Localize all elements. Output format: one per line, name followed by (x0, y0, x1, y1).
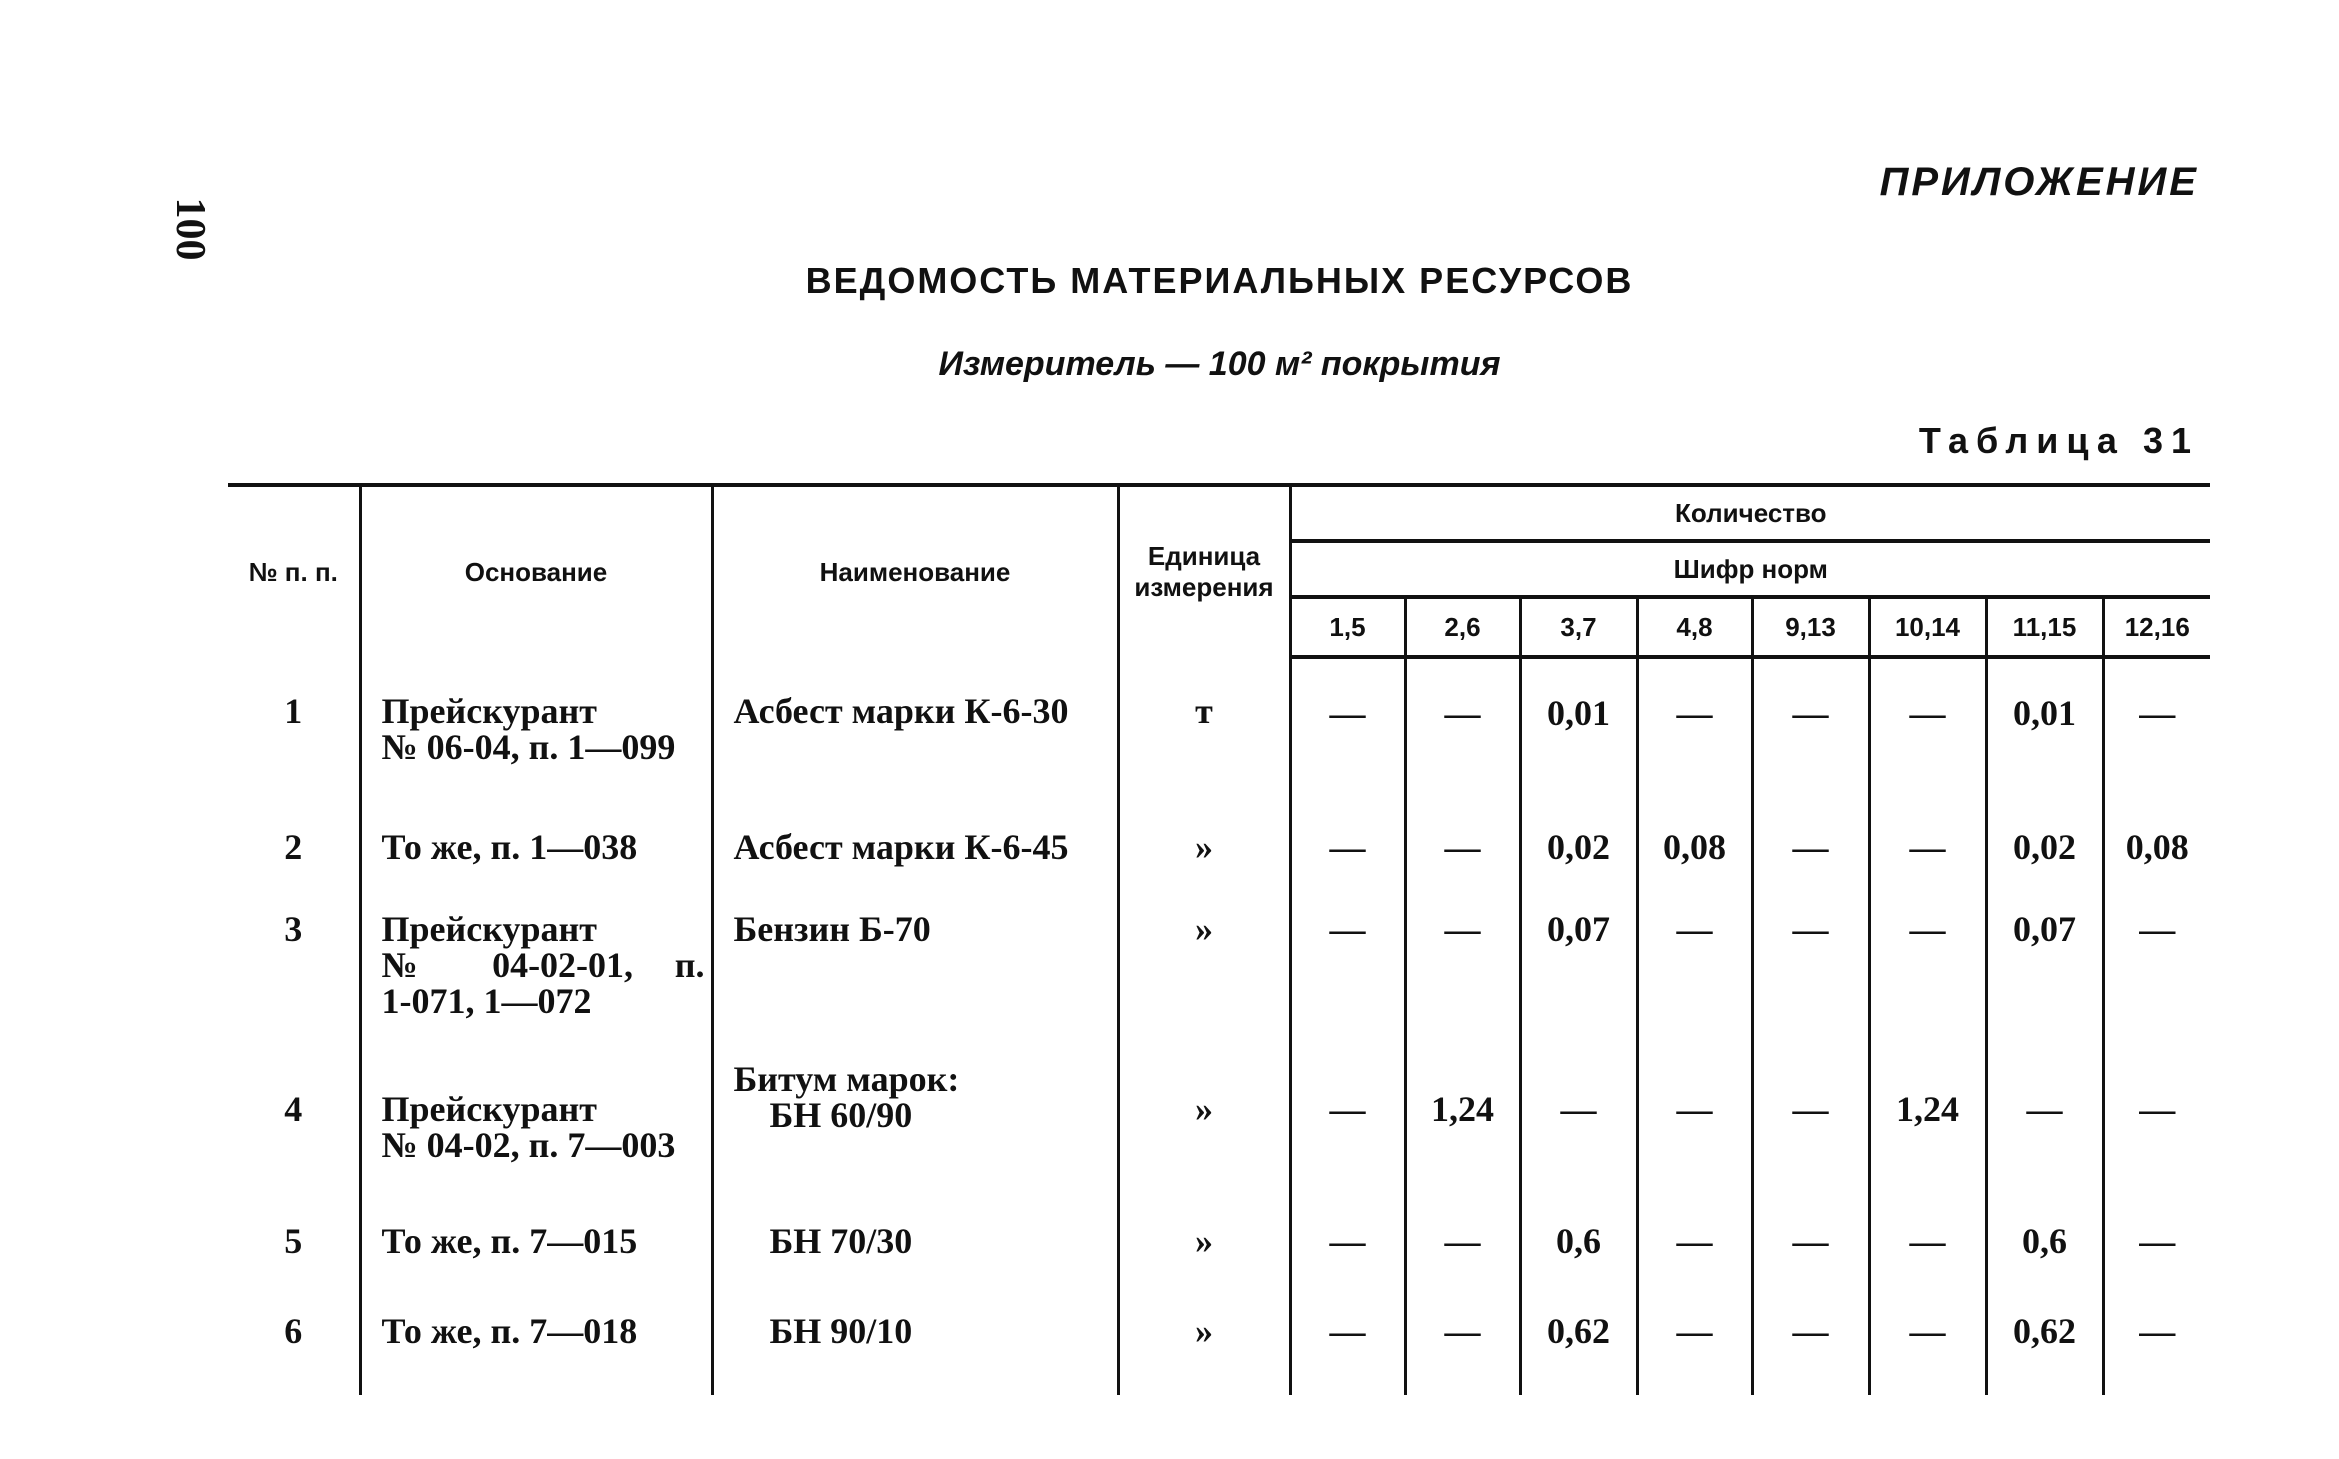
row-number: 5 (284, 1221, 303, 1261)
basis-line: № 06-04, п. 1—099 (381, 727, 676, 767)
quantity-cell: — (2103, 1277, 2210, 1395)
unit-cell: » (1118, 1045, 1290, 1187)
quantity-cell: — (1869, 657, 1986, 793)
basis-cell (360, 657, 712, 793)
quantity-cell: — (1869, 793, 1986, 875)
basis-cell (360, 793, 712, 875)
quantity-cell: — (1637, 875, 1752, 1045)
quantity-cell: — (1752, 793, 1869, 875)
name-cell (712, 875, 1118, 1045)
quantity-cell: — (1752, 1187, 1869, 1277)
table-row (228, 657, 2210, 793)
unit-cell: » (1118, 1277, 1290, 1395)
basis-cell (360, 1277, 712, 1395)
quantity-cell: 0,08 (1637, 793, 1752, 875)
quantity-cell: — (1752, 1277, 1869, 1395)
header-code-col: 3,7 (1520, 597, 1637, 657)
name-cell (712, 793, 1118, 875)
quantity-cell: — (1520, 1045, 1637, 1187)
quantity-cell: — (1637, 1277, 1752, 1395)
name-cell (712, 1187, 1118, 1277)
quantity-cell: — (1869, 1277, 1986, 1395)
header-code-col: 2,6 (1405, 597, 1520, 657)
header-code-col: 10,14 (1869, 597, 1986, 657)
table-row (228, 1045, 2210, 1187)
basis-line: Прейскурант (381, 691, 597, 731)
name-line: БН 90/10 (769, 1311, 913, 1351)
quantity-cell: — (1637, 1187, 1752, 1277)
resources-table (228, 483, 2210, 1395)
quantity-cell: — (2103, 657, 2210, 793)
quantity-cell: — (1752, 1045, 1869, 1187)
quantity-cell: — (1290, 793, 1405, 875)
basis-cell (360, 1045, 712, 1187)
appendix-label: ПРИЛОЖЕНИЕ (1879, 160, 2199, 204)
quantity-cell: — (1405, 657, 1520, 793)
header-code-col: 11,15 (1986, 597, 2103, 657)
unit-cell: » (1118, 875, 1290, 1045)
header-num: № п. п. (228, 485, 360, 657)
page-title: ВЕДОМОСТЬ МАТЕРИАЛЬНЫХ РЕСУРСОВ (805, 260, 1634, 301)
quantity-cell: 1,24 (1405, 1045, 1520, 1187)
unit-cell: » (1118, 1187, 1290, 1277)
quantity-cell: 0,07 (1986, 875, 2103, 1045)
row-number: 2 (284, 827, 303, 867)
quantity-cell: — (1405, 793, 1520, 875)
basis-line: То же, п. 7—018 (381, 1311, 638, 1351)
name-line: Бензин Б-70 (733, 909, 931, 949)
basis-line: № 04-02-01, п. (381, 945, 705, 985)
name-line: Битум марок: (733, 1059, 960, 1099)
basis-line: № 04-02, п. 7—003 (381, 1125, 676, 1165)
header-unit: Единица измерения (1118, 485, 1290, 657)
basis-line: Прейскурант (381, 1089, 597, 1129)
quantity-cell: — (1869, 875, 1986, 1045)
quantity-cell: — (1290, 1045, 1405, 1187)
row-number: 4 (284, 1089, 303, 1129)
quantity-cell: — (1290, 1187, 1405, 1277)
header-quantity: Количество (1290, 485, 2210, 541)
quantity-cell: 1,24 (1869, 1045, 1986, 1187)
quantity-cell: — (1405, 875, 1520, 1045)
quantity-cell: — (2103, 1045, 2210, 1187)
header-code-col: 1,5 (1290, 597, 1405, 657)
quantity-cell: — (1869, 1187, 1986, 1277)
basis-line: То же, п. 7—015 (381, 1221, 638, 1261)
unit-cell: » (1118, 793, 1290, 875)
header-code-col: 4,8 (1637, 597, 1752, 657)
page-number: 100 (167, 197, 213, 261)
quantity-cell: — (1290, 657, 1405, 793)
row-number: 1 (284, 691, 303, 731)
basis-line: Прейскурант (381, 909, 597, 949)
quantity-cell: 0,62 (1986, 1277, 2103, 1395)
quantity-cell: 0,6 (1986, 1187, 2103, 1277)
quantity-cell: 0,08 (2103, 793, 2210, 875)
quantity-cell: — (1405, 1187, 1520, 1277)
table-row (228, 1187, 2210, 1277)
basis-cell (360, 875, 712, 1045)
unit-cell: т (1118, 657, 1290, 793)
header-basis: Основание (360, 485, 712, 657)
name-cell (712, 657, 1118, 793)
name-cell (712, 1045, 1118, 1187)
quantity-cell: — (1637, 1045, 1752, 1187)
quantity-cell: — (1290, 875, 1405, 1045)
name-line: Асбест марки К-6-45 (733, 827, 1069, 867)
name-cell (712, 1277, 1118, 1395)
header-code-col: 9,13 (1752, 597, 1869, 657)
table-row (228, 793, 2210, 875)
table-row (228, 1277, 2210, 1395)
name-line: БН 70/30 (769, 1221, 913, 1261)
header-codes: Шифр норм (1290, 541, 2210, 597)
basis-line: То же, п. 1—038 (381, 827, 638, 867)
quantity-cell: 0,02 (1520, 793, 1637, 875)
quantity-cell: — (1290, 1277, 1405, 1395)
row-number: 3 (284, 909, 303, 949)
table-row (228, 875, 2210, 1045)
header-code-col: 12,16 (2103, 597, 2210, 657)
quantity-cell: 0,62 (1520, 1277, 1637, 1395)
quantity-cell: — (1405, 1277, 1520, 1395)
quantity-cell: — (1637, 657, 1752, 793)
header-name: Наименование (712, 485, 1118, 657)
table-label: Таблица 31 (1918, 420, 2199, 461)
quantity-cell: 0,6 (1520, 1187, 1637, 1277)
name-line: БН 60/90 (769, 1095, 913, 1135)
quantity-cell: — (1752, 875, 1869, 1045)
page-subtitle: Измеритель — 100 м² покрытия (938, 345, 1501, 383)
quantity-cell: — (2103, 875, 2210, 1045)
quantity-cell: — (2103, 1187, 2210, 1277)
quantity-cell: 0,07 (1520, 875, 1637, 1045)
quantity-cell: 0,01 (1520, 657, 1637, 793)
basis-cell (360, 1187, 712, 1277)
quantity-cell: 0,01 (1986, 657, 2103, 793)
name-line: Асбест марки К-6-30 (733, 691, 1069, 731)
quantity-cell: 0,02 (1986, 793, 2103, 875)
quantity-cell: — (1986, 1045, 2103, 1187)
quantity-cell: — (1752, 657, 1869, 793)
basis-line: 1-071, 1—072 (381, 981, 592, 1021)
row-number: 6 (284, 1311, 303, 1351)
